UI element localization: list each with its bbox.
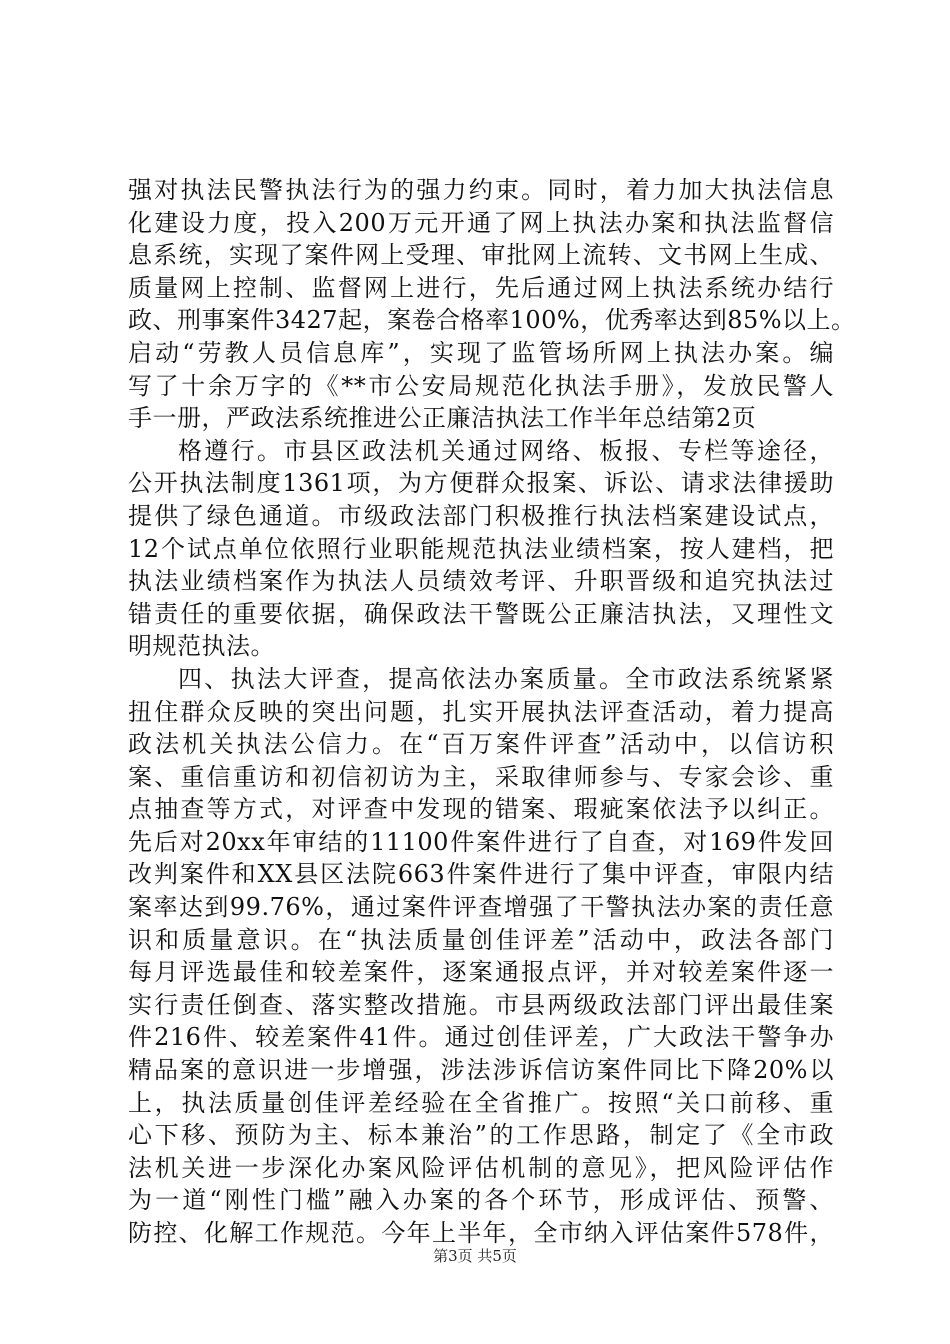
- text-line: 明规范执法。: [128, 632, 275, 661]
- text-line: 格遵行。市县区政法机关通过网络、板报、专栏等途径，: [178, 436, 834, 465]
- text-line: 实行责任倒查、落实整改措施。市县两级政法部门评出最佳案: [128, 990, 834, 1019]
- text-line: 提供了绿色通道。市级政法部门积极推行执法档案建设试点，: [128, 501, 834, 530]
- text-line: 息系统，实现了案件网上受理、审批网上流转、文书网上生成、: [128, 241, 834, 270]
- text-line: 化建设力度，投入200万元开通了网上执法办案和执法监督信: [128, 208, 834, 237]
- text-line: 心下移、预防为主、标本兼治”的工作思路，制定了《全市政: [128, 1121, 834, 1150]
- text-line: 启动“劳教人员信息库”，实现了监管场所网上执法办案。编: [128, 338, 834, 367]
- text-line: 点抽查等方式，对评查中发现的错案、瑕疵案依法予以纠正。: [128, 795, 834, 824]
- text-line: 案、重信重访和初信初访为主，采取律师参与、专家会诊、重: [128, 762, 834, 791]
- text-line: 扭住群众反映的突出问题，扎实开展执法评查活动，着力提高: [128, 697, 834, 726]
- document-body: [128, 174, 856, 1250]
- text-line: 案率达到99.76%，通过案件评查增强了干警执法办案的责任意: [128, 893, 834, 922]
- text-line: 12个试点单位依照行业职能规范执法业绩档案，按人建档，把: [128, 534, 834, 563]
- text-line: 质量网上控制、监督网上进行，先后通过网上执法系统办结行: [128, 273, 834, 302]
- text-line: 先后对20xx年审结的11100件案件进行了自查，对169件发回: [128, 827, 834, 856]
- text-line: 强对执法民警执法行为的强力约束。同时，着力加大执法信息: [128, 176, 834, 204]
- text-line: 上，执法质量创佳评差经验在全省推广。按照“关口前移、重: [128, 1088, 834, 1117]
- text-line: 错责任的重要依据，确保政法干警既公正廉洁执法，又理性文: [128, 599, 834, 628]
- text-line: 公开执法制度1361项，为方便群众报案、诉讼、请求法律援助: [128, 469, 834, 498]
- text-line: 执法业绩档案作为执法人员绩效考评、升职晋级和追究执法过: [128, 567, 834, 596]
- text-line: 写了十余万字的《**市公安局规范化执法手册》，发放民警人: [128, 371, 834, 400]
- text-line: 为一道“刚性门槛”融入办案的各个环节，形成评估、预警、: [128, 1186, 834, 1215]
- text-line: 政法机关执法公信力。在“百万案件评查”活动中，以信访积: [128, 730, 834, 759]
- text-line: 识和质量意识。在“执法质量创佳评差”活动中，政法各部门: [128, 925, 834, 954]
- text-line: 改判案件和XX县区法院663件案件进行了集中评查，审限内结: [128, 860, 834, 889]
- page-footer: 第3页 共5页: [433, 1247, 517, 1265]
- text-line: 法机关进一步深化办案风险评估机制的意见》，把风险评估作: [128, 1153, 834, 1182]
- text-line: 防控、化解工作规范。今年上半年，全市纳入评估案件578件，: [128, 1219, 834, 1247]
- text-line: 精品案的意识进一步增强，涉法涉诉信访案件同比下降20%以: [128, 1056, 834, 1085]
- text-line: 四、执法大评查，提高依法办案质量。全市政法系统紧紧: [178, 664, 834, 693]
- text-line: 每月评选最佳和较差案件，逐案通报点评，并对较差案件逐一: [128, 958, 834, 987]
- text-line: 件216件、较差案件41件。通过创佳评差，广大政法干警争办: [128, 1023, 834, 1052]
- text-line: 手一册，严政法系统推进公正廉洁执法工作半年总结第2页: [128, 404, 757, 433]
- text-line: 政、刑事案件3427起，案卷合格率100%，优秀率达到85%以上。: [128, 306, 856, 335]
